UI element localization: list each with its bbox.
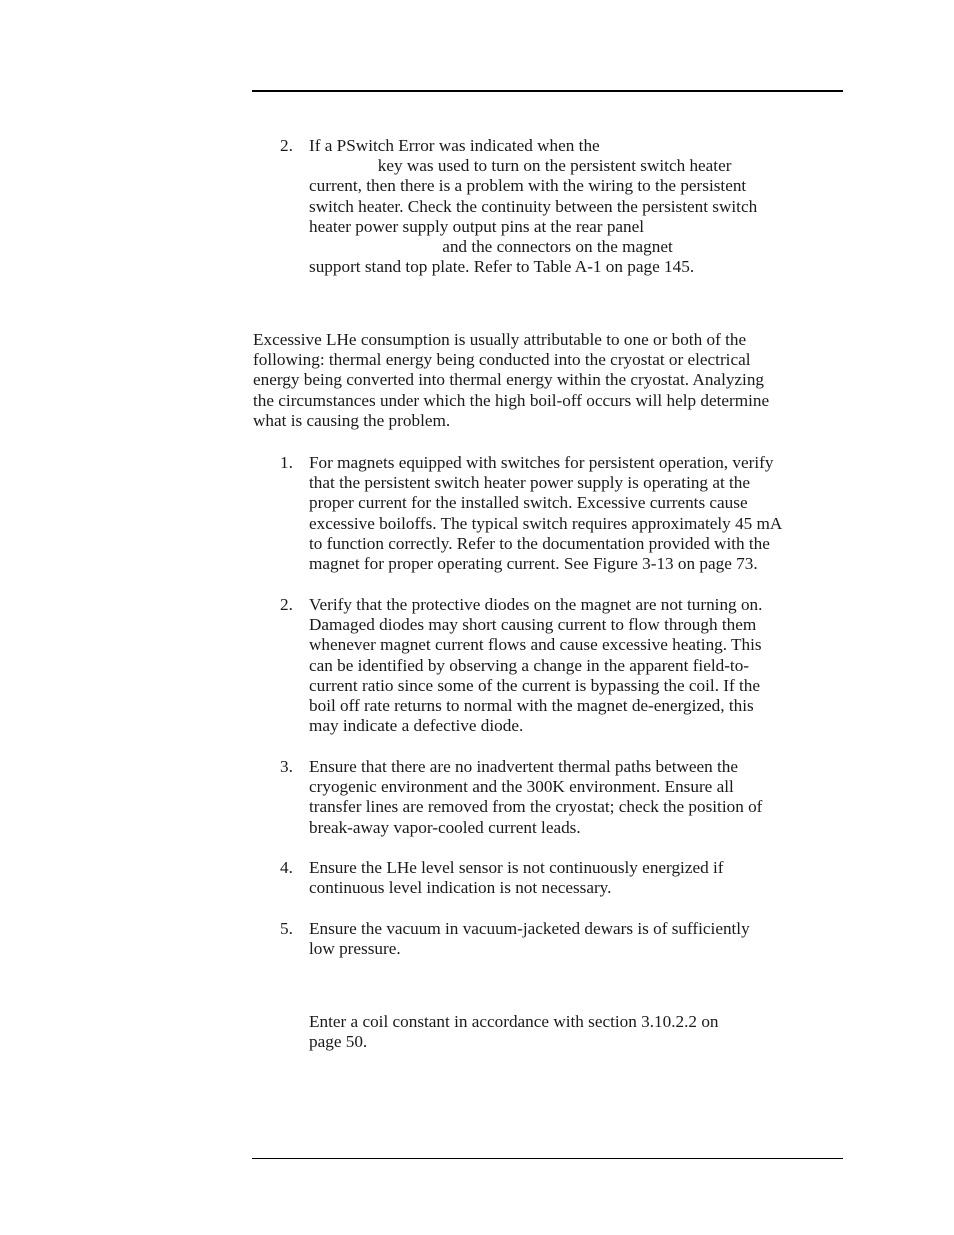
list-item-number: 1. — [280, 453, 293, 472]
list-item-number: 4. — [280, 858, 293, 877]
final-paragraph — [309, 1012, 719, 1052]
text-line: proper current for the installed switch. Excessive currents cause — [309, 493, 748, 513]
list-item-number: 3. — [280, 757, 293, 776]
text-line: For magnets equipped with switches for persistent operation, verify — [309, 453, 774, 472]
text-line: Excessive LHe consumption is usually attributable to one or both of the — [253, 330, 747, 349]
text-line: current ratio since some of the current is bypassing the coil. If the — [309, 675, 761, 695]
item-a-text — [309, 136, 757, 277]
text-line: Verify that the protective diodes on the magnet are not turning on. — [309, 595, 763, 614]
list-item — [309, 757, 762, 838]
text-line: excessive boiloffs. The typical switch requires approximately 45 mA — [309, 513, 783, 533]
list-item-number: 5. — [280, 919, 293, 938]
text-line: continuous level indication is not necessary. — [309, 878, 612, 898]
text-line: If a PSwitch Error was indicated when the — [309, 136, 600, 155]
text-line: Ensure the vacuum in vacuum-jacketed dewars is of sufficiently — [309, 919, 750, 938]
text-line: page 50. — [309, 1032, 368, 1052]
text-line: support stand top plate. Refer to Table A-1 on page 145. — [309, 257, 695, 277]
item-a-number: 2. — [280, 136, 293, 155]
text-line: that the persistent switch heater power supply is operating at the — [309, 473, 751, 493]
text-line: Enter a coil constant in accordance with section 3.10.2.2 on — [309, 1012, 719, 1031]
text-line: to function correctly. Refer to the documentation provided with the — [309, 533, 770, 553]
text-line: cryogenic environment and the 300K environment. Ensure all — [309, 777, 734, 797]
text-line: switch heater. Check the continuity between the persistent switch — [309, 196, 758, 216]
text-line: transfer lines are removed from the cryostat; check the position of — [309, 797, 763, 817]
intro-paragraph — [253, 330, 769, 431]
text-line: Damaged diodes may short causing current to flow through them — [309, 615, 757, 635]
text-line: following: thermal energy being conducted into the cryostat or electrical — [253, 350, 751, 370]
text-line: what is causing the problem. — [253, 410, 451, 430]
text-line: current, then there is a problem with the wiring to the persistent — [309, 176, 747, 196]
list-item — [309, 453, 782, 574]
text-line: the circumstances under which the high boil-off occurs will help determine — [253, 390, 770, 410]
text-line: boil off rate returns to normal with the magnet de-energized, this — [309, 695, 754, 715]
text-line: may indicate a defective diode. — [309, 716, 524, 736]
text-line: break-away vapor-cooled current leads. — [309, 817, 581, 837]
list-item-number: 2. — [280, 595, 293, 614]
text-line: Ensure the LHe level sensor is not continuously energized if — [309, 858, 724, 877]
list-item — [309, 858, 723, 898]
text-line: magnet for proper operating current. See Figure 3-13 on page 73. — [309, 553, 758, 573]
text-line: key was used to turn on the persistent switch heater — [309, 156, 732, 176]
text-line: heater power supply output pins at the rear panel — [309, 216, 645, 236]
list-item — [309, 595, 762, 736]
list-item — [309, 919, 750, 959]
text-line: and the connectors on the magnet — [309, 236, 673, 256]
text-line: energy being converted into thermal energy within the cryostat. Analyzing — [253, 370, 765, 390]
footer-rule — [252, 1158, 843, 1159]
text-line: low pressure. — [309, 939, 401, 959]
header-rule — [252, 90, 843, 92]
text-line: whenever magnet current flows and cause excessive heating. This — [309, 635, 762, 655]
text-line: can be identified by observing a change in the apparent field-to- — [309, 655, 750, 675]
text-line: Ensure that there are no inadvertent thermal paths between the — [309, 757, 739, 776]
